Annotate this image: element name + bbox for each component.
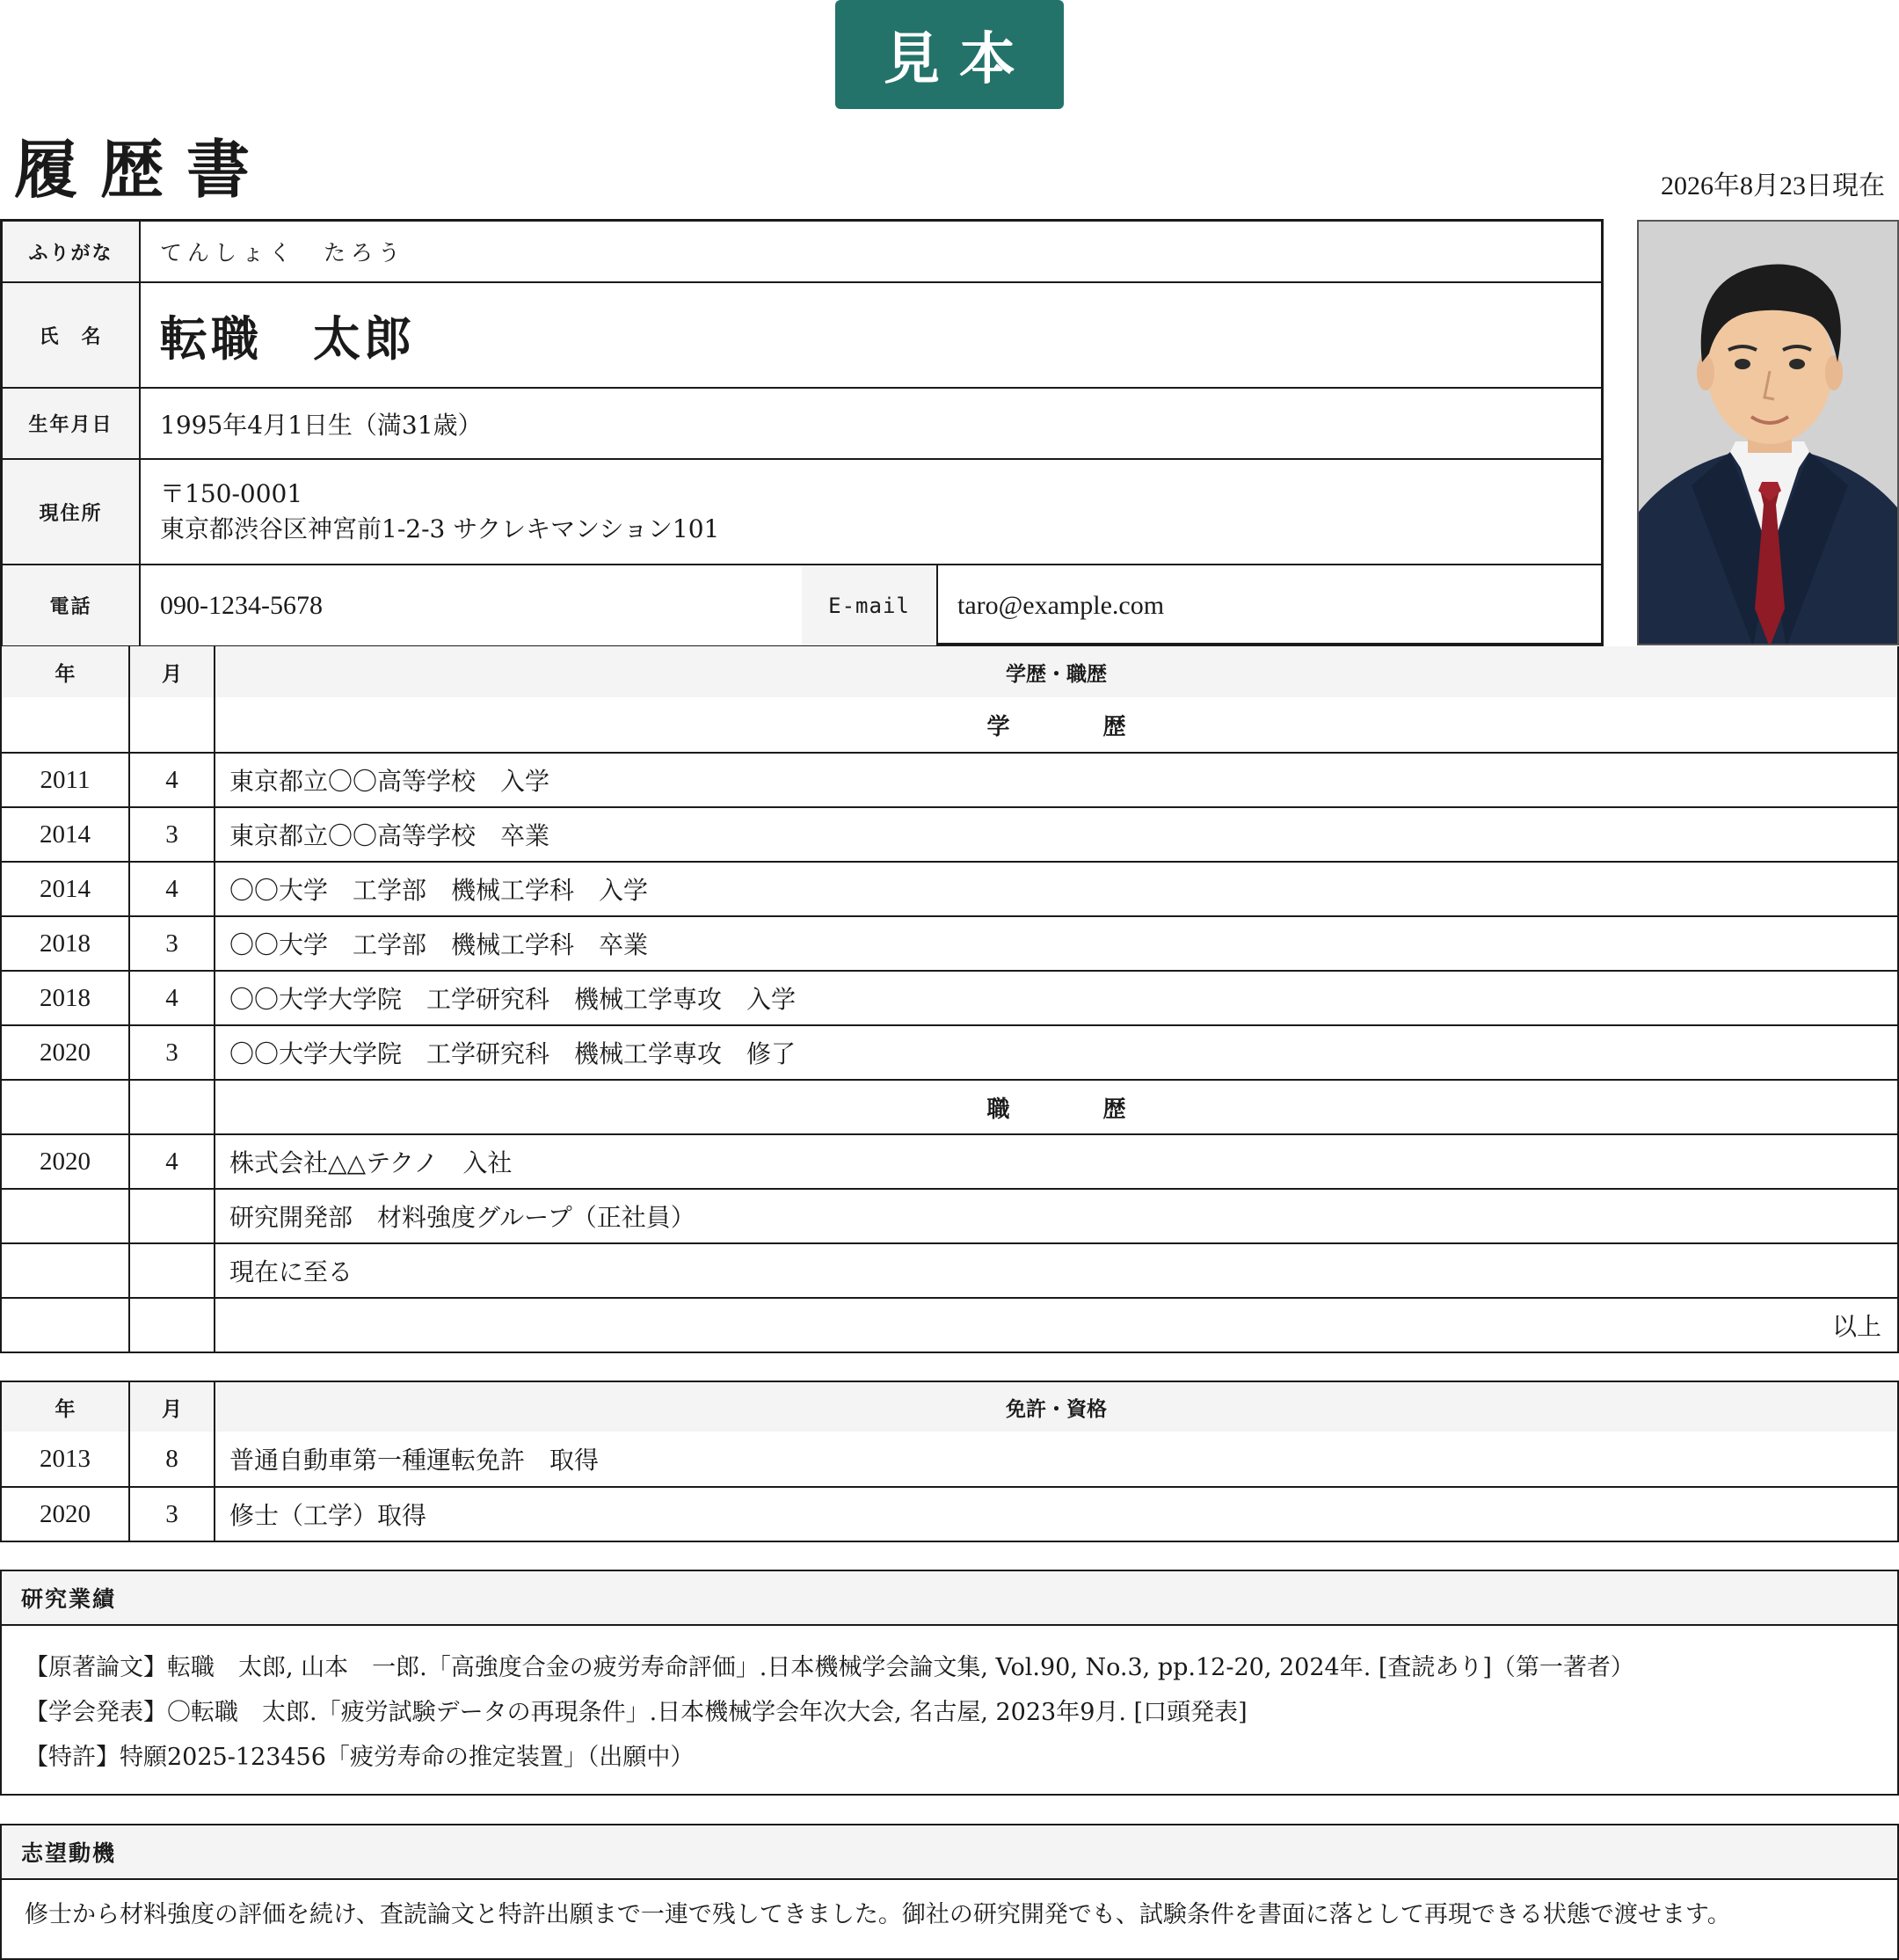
phone-label: 電話 <box>3 565 141 645</box>
furigana-value: てんしょく たろう <box>160 240 406 266</box>
document-date: 2026年8月23日現在 <box>1661 171 1885 200</box>
month-cell <box>130 1244 215 1297</box>
education-row <box>2 915 1897 970</box>
birth-row <box>3 389 1601 460</box>
year-cell: 2018 <box>2 972 130 1024</box>
end-row <box>2 1297 1897 1352</box>
work-row <box>2 1133 1897 1188</box>
content-cell: 〇〇大学 工学部 機械工学科 入学 <box>229 876 649 905</box>
month-header: 月 <box>130 1382 215 1432</box>
month-cell <box>130 1190 215 1242</box>
work-row <box>2 1188 1897 1242</box>
education-row <box>2 1024 1897 1079</box>
year-cell: 2020 <box>2 1026 130 1079</box>
year-cell: 2020 <box>2 1135 130 1188</box>
research-body <box>2 1626 1897 1799</box>
history-content-header: 学歴・職歴 <box>1006 662 1107 686</box>
year-cell: 2013 <box>2 1432 130 1486</box>
empty-cell <box>2 697 130 752</box>
empty-cell <box>2 1299 130 1352</box>
month-cell: 3 <box>130 1026 215 1079</box>
motivation-heading: 志望動機 <box>2 1825 1897 1880</box>
content-cell: 株式会社△△テクノ 入社 <box>229 1148 513 1177</box>
motivation-body <box>2 1880 1897 1956</box>
year-header: 年 <box>2 646 130 697</box>
research-line: 【特許】特願2025-123456「疲労寿命の推定装置」（出願中） <box>25 1744 695 1771</box>
history-table <box>0 646 1899 1353</box>
work-heading-row <box>2 1079 1897 1133</box>
end-mark: 以上 <box>1831 1312 1881 1341</box>
year-cell: 2014 <box>2 863 130 915</box>
contact-row <box>3 565 1601 645</box>
name-value: 転職 太郎 <box>160 310 415 367</box>
year-cell <box>2 1190 130 1242</box>
email-label: E-mail <box>802 565 938 645</box>
furigana-label: ふりがな <box>3 222 141 281</box>
content-cell: 現在に至る <box>229 1257 353 1286</box>
month-cell: 3 <box>130 1488 215 1541</box>
content-cell: 普通自動車第一種運転免許 取得 <box>229 1446 600 1475</box>
content-cell: 〇〇大学大学院 工学研究科 機械工学専攻 修了 <box>229 1039 797 1068</box>
research-heading: 研究業績 <box>2 1571 1897 1626</box>
empty-cell <box>130 1299 215 1352</box>
personal-info-table <box>0 219 1604 646</box>
month-cell: 8 <box>130 1432 215 1486</box>
month-cell: 4 <box>130 863 215 915</box>
address-value <box>141 460 1601 564</box>
year-header: 年 <box>2 1382 130 1432</box>
education-heading: 学 歴 <box>986 713 1161 740</box>
education-row <box>2 970 1897 1024</box>
research-box <box>0 1570 1899 1796</box>
license-header-row <box>2 1382 1897 1432</box>
year-cell: 2011 <box>2 754 130 806</box>
content-cell: 研究開発部 材料強度グループ（正社員） <box>229 1203 695 1232</box>
month-cell: 3 <box>130 808 215 861</box>
portrait-icon <box>1639 222 1899 645</box>
research-line: 【学会発表】〇転職 太郎.「疲労試験データの再現条件」.日本機械学会年次大会, 名古屋, 2023年9月. [口頭発表] <box>25 1699 1248 1726</box>
license-row <box>2 1486 1897 1541</box>
document-title: 履歴書 <box>14 132 273 207</box>
birth-label: 生年月日 <box>3 389 141 458</box>
empty-cell <box>130 697 215 752</box>
year-cell: 2014 <box>2 808 130 861</box>
phone-value: 090-1234-5678 <box>141 565 802 645</box>
motivation-text: 修士から材料強度の評価を続け、査読論文と特許出願まで一連で残してきました。御社の研究開発でも、試験条件を書面に落として再現できる状態で渡せます。 <box>25 1901 1731 1928</box>
address-label: 現住所 <box>3 460 141 564</box>
content-cell: 修士（工学）取得 <box>229 1501 427 1530</box>
motivation-box <box>0 1824 1899 1960</box>
license-table <box>0 1381 1899 1542</box>
year-cell: 2020 <box>2 1488 130 1541</box>
history-header-row <box>2 646 1897 697</box>
birth-value: 1995年4月1日生（満31歳） <box>160 410 483 440</box>
content-cell: 東京都立〇〇高等学校 卒業 <box>229 821 550 850</box>
name-row <box>3 283 1601 389</box>
month-cell: 4 <box>130 1135 215 1188</box>
year-cell <box>2 1244 130 1297</box>
month-cell: 3 <box>130 917 215 970</box>
content-cell: 東京都立〇〇高等学校 入学 <box>229 767 550 796</box>
education-row <box>2 752 1897 806</box>
email-value: taro@example.com <box>957 590 1165 620</box>
address-row <box>3 460 1601 565</box>
research-line: 【原著論文】転職 太郎, 山本 一郎.「高強度合金の疲労寿命評価」.日本機械学会論文集, Vol.90, No.3, pp.12-20, 2024年. [査読あり]（第一著者） <box>25 1654 1634 1681</box>
content-cell: 〇〇大学 工学部 機械工学科 卒業 <box>229 930 649 959</box>
education-row <box>2 806 1897 861</box>
name-label: 氏 名 <box>3 283 141 387</box>
empty-cell <box>2 1081 130 1133</box>
sample-badge: 見本 <box>835 0 1064 109</box>
content-cell: 〇〇大学大学院 工学研究科 機械工学専攻 入学 <box>229 985 797 1014</box>
work-row <box>2 1242 1897 1297</box>
address-text: 東京都渋谷区神宮前1-2-3 サクレキマンション101 <box>160 514 720 543</box>
education-heading-row <box>2 697 1897 752</box>
empty-cell <box>130 1081 215 1133</box>
education-row <box>2 861 1897 915</box>
license-content-header: 免許・資格 <box>1006 1397 1107 1421</box>
work-heading: 職 歴 <box>986 1096 1161 1123</box>
postal-code: 〒150-0001 <box>160 479 303 508</box>
license-row <box>2 1432 1897 1486</box>
furigana-row <box>3 222 1601 283</box>
month-cell: 4 <box>130 972 215 1024</box>
month-cell: 4 <box>130 754 215 806</box>
portrait-photo <box>1637 220 1899 645</box>
year-cell: 2018 <box>2 917 130 970</box>
month-header: 月 <box>130 646 215 697</box>
